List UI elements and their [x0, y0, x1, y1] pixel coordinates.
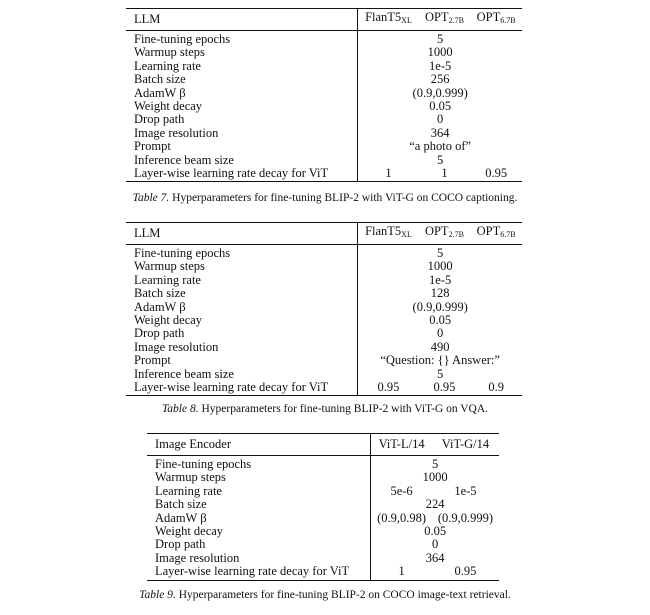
table-8-header-opt67: $OPT_{6.7B}$	[470, 223, 522, 245]
table-9-header-vit-g: ViT-G/14	[432, 434, 499, 456]
table-7-caption: Table 7. Hyperparameters for fine-tuning BLIP-2 with ViT-G on COCO captioning.	[132, 192, 518, 204]
table-row: Learning rate 1e-5	[126, 274, 522, 287]
table-row: AdamW β (0.9,0.999)	[126, 87, 522, 100]
table-row: Weight decay 0.05	[126, 100, 522, 113]
table-row: Batch size 224	[147, 498, 499, 511]
table-8-caption: Table 8. Hyperparameters for fine-tuning BLIP-2 with ViT-G on VQA.	[161, 403, 489, 415]
table-row: Warmup steps 1000	[147, 471, 499, 484]
table-9	[147, 433, 499, 581]
table-row: Layer-wise learning rate decay for ViT 1 1 0.95	[126, 167, 522, 182]
table-row: Inference beam size 5	[126, 154, 522, 167]
table-row: Image resolution 364	[147, 552, 499, 565]
table-row: Prompt “Question: {} Answer:”	[126, 354, 522, 367]
table-row: Fine-tuning epochs 5	[147, 456, 499, 472]
table-8-header-opt27: $OPT_{2.7B}$	[419, 223, 471, 245]
table-row: Batch size 128	[126, 287, 522, 300]
table-8-header-llm: LLM	[126, 223, 358, 245]
table-row: Image resolution 364	[126, 127, 522, 140]
table-9-caption: Table 9. Hyperparameters for fine-tuning BLIP-2 on COCO image-text retrieval.	[139, 589, 511, 601]
table-row: Drop path 0	[126, 113, 522, 126]
table-row: Prompt “a photo of”	[126, 140, 522, 153]
table-row: Image resolution 490	[126, 341, 522, 354]
table-7-header-opt67: $OPT_{6.7B}$	[470, 9, 522, 31]
table-row: Learning rate 1e-5	[126, 60, 522, 73]
table-row: AdamW β (0.9,0.999)	[126, 301, 522, 314]
table-8-header-flant5: $FlanT5_{XL}$	[358, 223, 419, 245]
table-7	[126, 8, 522, 182]
table-row: AdamW β (0.9,0.98) (0.9,0.999)	[147, 512, 499, 525]
table-row: Drop path 0	[147, 538, 499, 551]
table-9-header-vit-l: ViT-L/14	[371, 434, 432, 456]
table-row: Inference beam size 5	[126, 368, 522, 381]
table-row: Batch size 256	[126, 73, 522, 86]
table-row: Fine-tuning epochs 5	[126, 245, 522, 261]
table-7-header-flant5: $FlanT5_{XL}$	[358, 9, 419, 31]
table-9-header-image-encoder: Image Encoder	[147, 434, 371, 456]
table-row: Fine-tuning epochs 5	[126, 31, 522, 47]
table-row: Layer-wise learning rate decay for ViT 0.95 0.95 0.9	[126, 381, 522, 396]
table-row: Weight decay 0.05	[126, 314, 522, 327]
table-row: Warmup steps 1000	[126, 260, 522, 273]
table-row: Warmup steps 1000	[126, 46, 522, 59]
table-row: Layer-wise learning rate decay for ViT 1 0.95	[147, 565, 499, 580]
table-row: Drop path 0	[126, 327, 522, 340]
table-8	[126, 222, 522, 396]
table-7-header-llm: LLM	[126, 9, 358, 31]
table-row: Learning rate 5e-6 1e-5	[147, 485, 499, 498]
table-row: Weight decay 0.05	[147, 525, 499, 538]
table-7-header-opt27: $OPT_{2.7B}$	[419, 9, 471, 31]
